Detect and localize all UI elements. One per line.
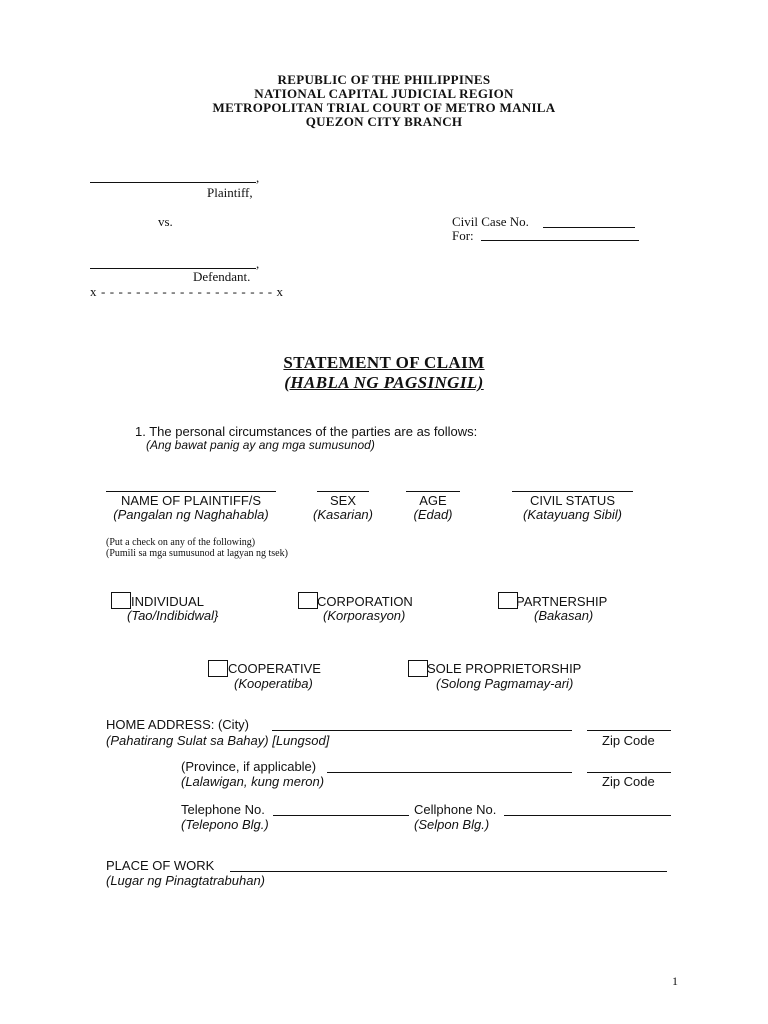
cooperative-label: COOPERATIVE [228, 661, 321, 676]
court-header-line3: METROPOLITAN TRIAL COURT OF METRO MANILA [212, 100, 556, 115]
civil-case-number-line[interactable] [543, 227, 635, 228]
plaintiff-comma: , [256, 170, 260, 185]
name-column-translation: (Pangalan ng Naghahabla) [113, 507, 269, 522]
check-instruction-translation: (Pumili sa mga sumusunod at lagyan ng tsek) [106, 548, 288, 559]
province-field[interactable] [327, 772, 572, 773]
individual-label: INDIVIDUAL [131, 594, 204, 609]
document-subtitle: (HABLA NG PAGSINGIL) [284, 373, 484, 392]
plaintiff-name-line[interactable] [90, 182, 256, 183]
versus-label: vs. [158, 214, 173, 229]
partnership-translation: (Bakasan) [534, 608, 594, 623]
individual-translation: (Tao/Indibidwal} [127, 608, 219, 623]
sex-column-translation: (Kasarian) [313, 507, 373, 522]
check-instruction: (Put a check on any of the following) [106, 537, 256, 548]
court-header-line2: NATIONAL CAPITAL JUDICIAL REGION [254, 86, 514, 101]
sole-proprietorship-translation: (Solong Pagmamay-ari) [436, 676, 574, 691]
place-of-work-field[interactable] [230, 871, 667, 872]
corporation-translation: (Korporasyon) [323, 608, 406, 623]
sole-proprietorship-checkbox[interactable] [408, 660, 428, 677]
court-header-line4: QUEZON CITY BRANCH [305, 114, 463, 129]
court-header-line1: REPUBLIC OF THE PHILIPPINES [277, 72, 491, 87]
age-column-label: AGE [419, 493, 447, 508]
home-address-translation: (Pahatirang Sulat sa Bahay) [Lungsod] [106, 733, 330, 748]
place-of-work-translation: (Lugar ng Pinagtatrabuhan) [106, 873, 266, 888]
telephone-translation: (Telepono Blg.) [181, 817, 269, 832]
for-line[interactable] [481, 240, 639, 241]
zip-code-label-1: Zip Code [602, 733, 655, 748]
plaintiff-name-field[interactable] [106, 491, 276, 492]
age-column-translation: (Edad) [413, 507, 453, 522]
civil-status-field[interactable] [512, 491, 633, 492]
sole-proprietorship-label: SOLE PROPRIETORSHIP [427, 661, 582, 676]
province-translation: (Lalawigan, kung meron) [181, 774, 325, 789]
age-field[interactable] [406, 491, 460, 492]
home-zip-field[interactable] [587, 730, 671, 731]
province-zip-field[interactable] [587, 772, 671, 773]
plaintiff-label: Plaintiff, [207, 185, 253, 200]
place-of-work-label: PLACE OF WORK [106, 858, 215, 873]
civil-status-column-translation: (Katayuang Sibil) [523, 507, 622, 522]
civil-case-label: Civil Case No. [452, 214, 529, 229]
telephone-field[interactable] [273, 815, 409, 816]
name-column-label: NAME OF PLAINTIFF/S [120, 493, 262, 508]
province-label: (Province, if applicable) [181, 759, 317, 774]
home-city-field[interactable] [272, 730, 572, 731]
cellphone-field[interactable] [504, 815, 671, 816]
caption-separator: x - - - - - - - - - - - - - - - - - - - - x [90, 284, 284, 299]
partnership-checkbox[interactable] [498, 592, 518, 609]
telephone-label: Telephone No. [181, 802, 265, 817]
section1-translation: (Ang bawat panig ay ang mga sumusunod) [146, 438, 375, 452]
cooperative-checkbox[interactable] [208, 660, 228, 677]
civil-status-column-label: CIVIL STATUS [530, 493, 615, 508]
defendant-comma: , [256, 256, 260, 271]
defendant-label: Defendant. [193, 269, 251, 284]
title-wrapper [0, 353, 768, 373]
for-label: For: [452, 228, 474, 243]
page-number: 1 [672, 974, 678, 988]
cooperative-translation: (Kooperatiba) [234, 676, 313, 691]
corporation-label: CORPORATION [317, 594, 413, 609]
sex-column-label: SEX [329, 493, 356, 508]
sex-field[interactable] [317, 491, 369, 492]
section1-text: 1. The personal circumstances of the parties are as follows: [135, 424, 478, 439]
cellphone-translation: (Selpon Blg.) [414, 817, 490, 832]
document-title: STATEMENT OF CLAIM [283, 353, 485, 372]
zip-code-label-2: Zip Code [602, 774, 655, 789]
individual-checkbox[interactable] [111, 592, 131, 609]
home-address-label: HOME ADDRESS: (City) [106, 717, 250, 732]
cellphone-label: Cellphone No. [414, 802, 497, 817]
corporation-checkbox[interactable] [298, 592, 318, 609]
partnership-label: PARTNERSHIP [516, 594, 608, 609]
